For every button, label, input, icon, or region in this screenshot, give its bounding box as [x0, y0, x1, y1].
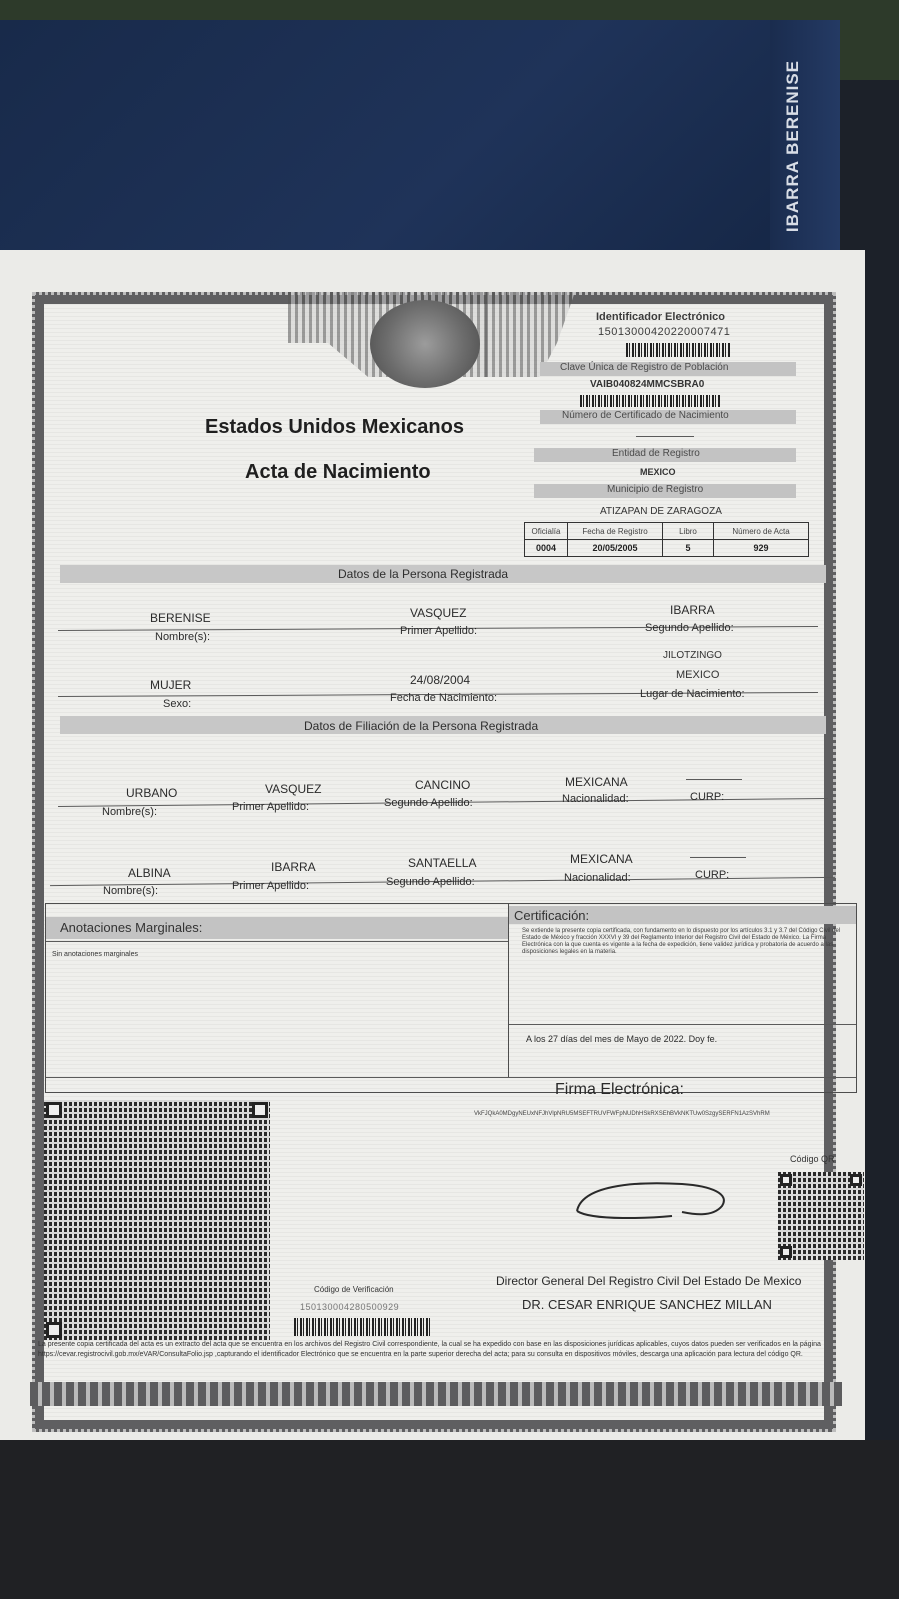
- marginal-divider: [46, 941, 508, 942]
- registry-header-acta: Número de Acta: [714, 523, 809, 540]
- registry-header-libro: Libro: [663, 523, 714, 540]
- parent2-names: ALBINA: [128, 866, 171, 880]
- parent2-curp-label: CURP:: [695, 869, 730, 881]
- registered-person-title: Datos de la Persona Registrada: [338, 567, 509, 581]
- birth-cert-number-label: Número de Certificado de Nacimiento: [562, 410, 729, 421]
- parent1-nationality-label: Nacionalidad:: [562, 793, 629, 805]
- person-names-label: Nombre(s):: [155, 631, 211, 643]
- parent2-first-surname-label: Primer Apellido:: [232, 880, 310, 892]
- birth-place-line1: JILOTZINGO: [663, 650, 722, 661]
- person-first-surname-label: Primer Apellido:: [400, 625, 478, 637]
- large-qr-code: [44, 1100, 270, 1340]
- cert-number-line: [636, 436, 694, 437]
- parent2-names-label: Nombre(s):: [103, 885, 159, 897]
- qr-label: Código QR: [790, 1154, 835, 1164]
- parent1-names: URBANO: [126, 786, 178, 800]
- parent2-first-surname: IBARRA: [271, 860, 316, 874]
- signature-hash: VkFJQkA0MDgyNEUxNFJhVlpNRU5MSEFTRUVFWFpNUDhHSkRXSEhBVkNKTUw0SzgySERFN1AzSVhRM: [474, 1111, 770, 1117]
- parent1-curp-line: [686, 779, 742, 780]
- marginal-title: Anotaciones Marginales:: [60, 920, 203, 935]
- electronic-id-value: 15013000420220007471: [598, 326, 731, 338]
- curp-value: VAIB040824MMCSBRA0: [590, 379, 705, 390]
- municipality-value: ATIZAPAN DE ZARAGOZA: [600, 506, 722, 517]
- person-birth-place-label: Lugar de Nacimiento:: [640, 688, 745, 700]
- parent1-first-surname-label: Primer Apellido:: [232, 801, 310, 813]
- qr-corner-icon: [46, 1102, 62, 1118]
- filiation-title: Datos de Filiación de la Persona Registrada: [304, 719, 539, 733]
- footer-legal-note: La presente copia certificada del acta es un extracto del acta que se encuentra en los archivos del Registro Civil correspondiente, la cual se ha expedido con base en las disposiciones jurídicas aplicables, cuyos datos pueden ser verificados en la página https://cevar.registrocivil.gob.mx/eVAR/ConsultaFolio.jsp ,capturando el identificador Electrónico que se encuentra en la parte superior derecha del acta; para su consulta en dispositivos móviles, descarga una aplicación para lectura del código QR.: [38, 1341, 821, 1358]
- national-seal-icon: [370, 300, 480, 388]
- person-second-surname-label: Segundo Apellido:: [645, 622, 734, 634]
- person-sex: MUJER: [150, 678, 192, 692]
- verification-barcode: [294, 1318, 430, 1336]
- verification-label: Código de Verificación: [314, 1285, 394, 1294]
- box-bottom-line: [46, 1077, 856, 1078]
- electronic-id-label: Identificador Electrónico: [596, 311, 725, 323]
- blue-folder: [0, 20, 840, 270]
- registry-value-fecha: 20/05/2005: [568, 540, 663, 557]
- registry-value-libro: 5: [663, 540, 714, 557]
- municipality-label: Municipio de Registro: [607, 484, 704, 495]
- folder-spine: [770, 20, 840, 270]
- qr-corner-icon: [780, 1246, 792, 1258]
- registry-header-fecha: Fecha de Registro: [568, 523, 663, 540]
- qr-corner-icon: [252, 1102, 268, 1118]
- signature-scribble: [572, 1176, 732, 1226]
- parent1-curp-label: CURP:: [690, 791, 725, 803]
- qr-corner-icon: [780, 1174, 792, 1186]
- parent2-curp-line: [690, 857, 746, 858]
- parent2-second-surname-label: Segundo Apellido:: [386, 876, 475, 888]
- person-first-surname: VASQUEZ: [410, 606, 467, 620]
- folder-owner-label: IBARRA BERENISE: [783, 60, 802, 233]
- parent2-nationality: MEXICANA: [570, 852, 633, 866]
- person-birth-date-label: Fecha de Nacimiento:: [390, 692, 497, 704]
- parent1-second-surname-label: Segundo Apellido:: [384, 797, 473, 809]
- qr-corner-icon: [46, 1322, 62, 1338]
- curp-label: Clave Única de Registro de Población: [560, 362, 729, 373]
- certification-date: A los 27 días del mes de Mayo de 2022. Doy fe.: [526, 1034, 718, 1044]
- person-birth-date: 24/08/2004: [410, 673, 471, 687]
- parent1-first-surname: VASQUEZ: [265, 782, 322, 796]
- person-sex-label: Sexo:: [163, 698, 192, 710]
- electronic-id-barcode: [626, 343, 730, 357]
- registry-value-oficialia: 0004: [525, 540, 568, 557]
- entity-value: MEXICO: [640, 467, 676, 477]
- verification-code: 150130004280500929: [300, 1302, 400, 1312]
- parent2-second-surname: SANTAELLA: [408, 856, 477, 870]
- registry-header-oficialia: Oficialía: [525, 523, 568, 540]
- certification-divider: [509, 1024, 856, 1025]
- director-name: DR. CESAR ENRIQUE SANCHEZ MILLAN: [522, 1297, 772, 1312]
- director-title: Director General Del Registro Civil Del Estado De Mexico: [496, 1274, 802, 1288]
- electronic-signature-title: Firma Electrónica:: [555, 1081, 684, 1098]
- marginal-text: Sin anotaciones marginales: [52, 951, 138, 958]
- document-title: Acta de Nacimiento: [245, 461, 431, 483]
- parent1-nationality: MEXICANA: [565, 775, 628, 789]
- curp-barcode: [580, 395, 720, 407]
- registry-value-acta: 929: [714, 540, 809, 557]
- entity-label: Entidad de Registro: [612, 448, 700, 459]
- bottom-border-pattern: [30, 1382, 842, 1406]
- parent1-names-label: Nombre(s):: [102, 806, 158, 818]
- country-title: Estados Unidos Mexicanos: [205, 416, 464, 438]
- qr-corner-icon: [850, 1174, 862, 1186]
- column-divider: [508, 903, 509, 1078]
- background-bottom: [0, 1440, 899, 1599]
- parent1-second-surname: CANCINO: [415, 778, 471, 792]
- registry-table: [524, 522, 809, 557]
- person-names: BERENISE: [150, 611, 211, 625]
- certification-text: Se extiende la presente copia certificada, con fundamento en lo dispuesto por los artículos 3.1 y 3.7 del Código Civil del Estado de México y fracción XXXVI y 39 del Reglamento Interior del Registro Civil del Estado de México. La Firma Electrónica con la que cuenta es vigente a la fecha de expedición, tiene validez jurídica y probatoria de acuerdo a las disposiciones legales en la materia.: [522, 928, 841, 955]
- small-qr-code: [778, 1172, 864, 1260]
- parent2-nationality-label: Nacionalidad:: [564, 872, 631, 884]
- certification-title: Certificación:: [514, 908, 590, 923]
- person-second-surname: IBARRA: [670, 603, 715, 617]
- birth-place-line2: MEXICO: [676, 669, 720, 681]
